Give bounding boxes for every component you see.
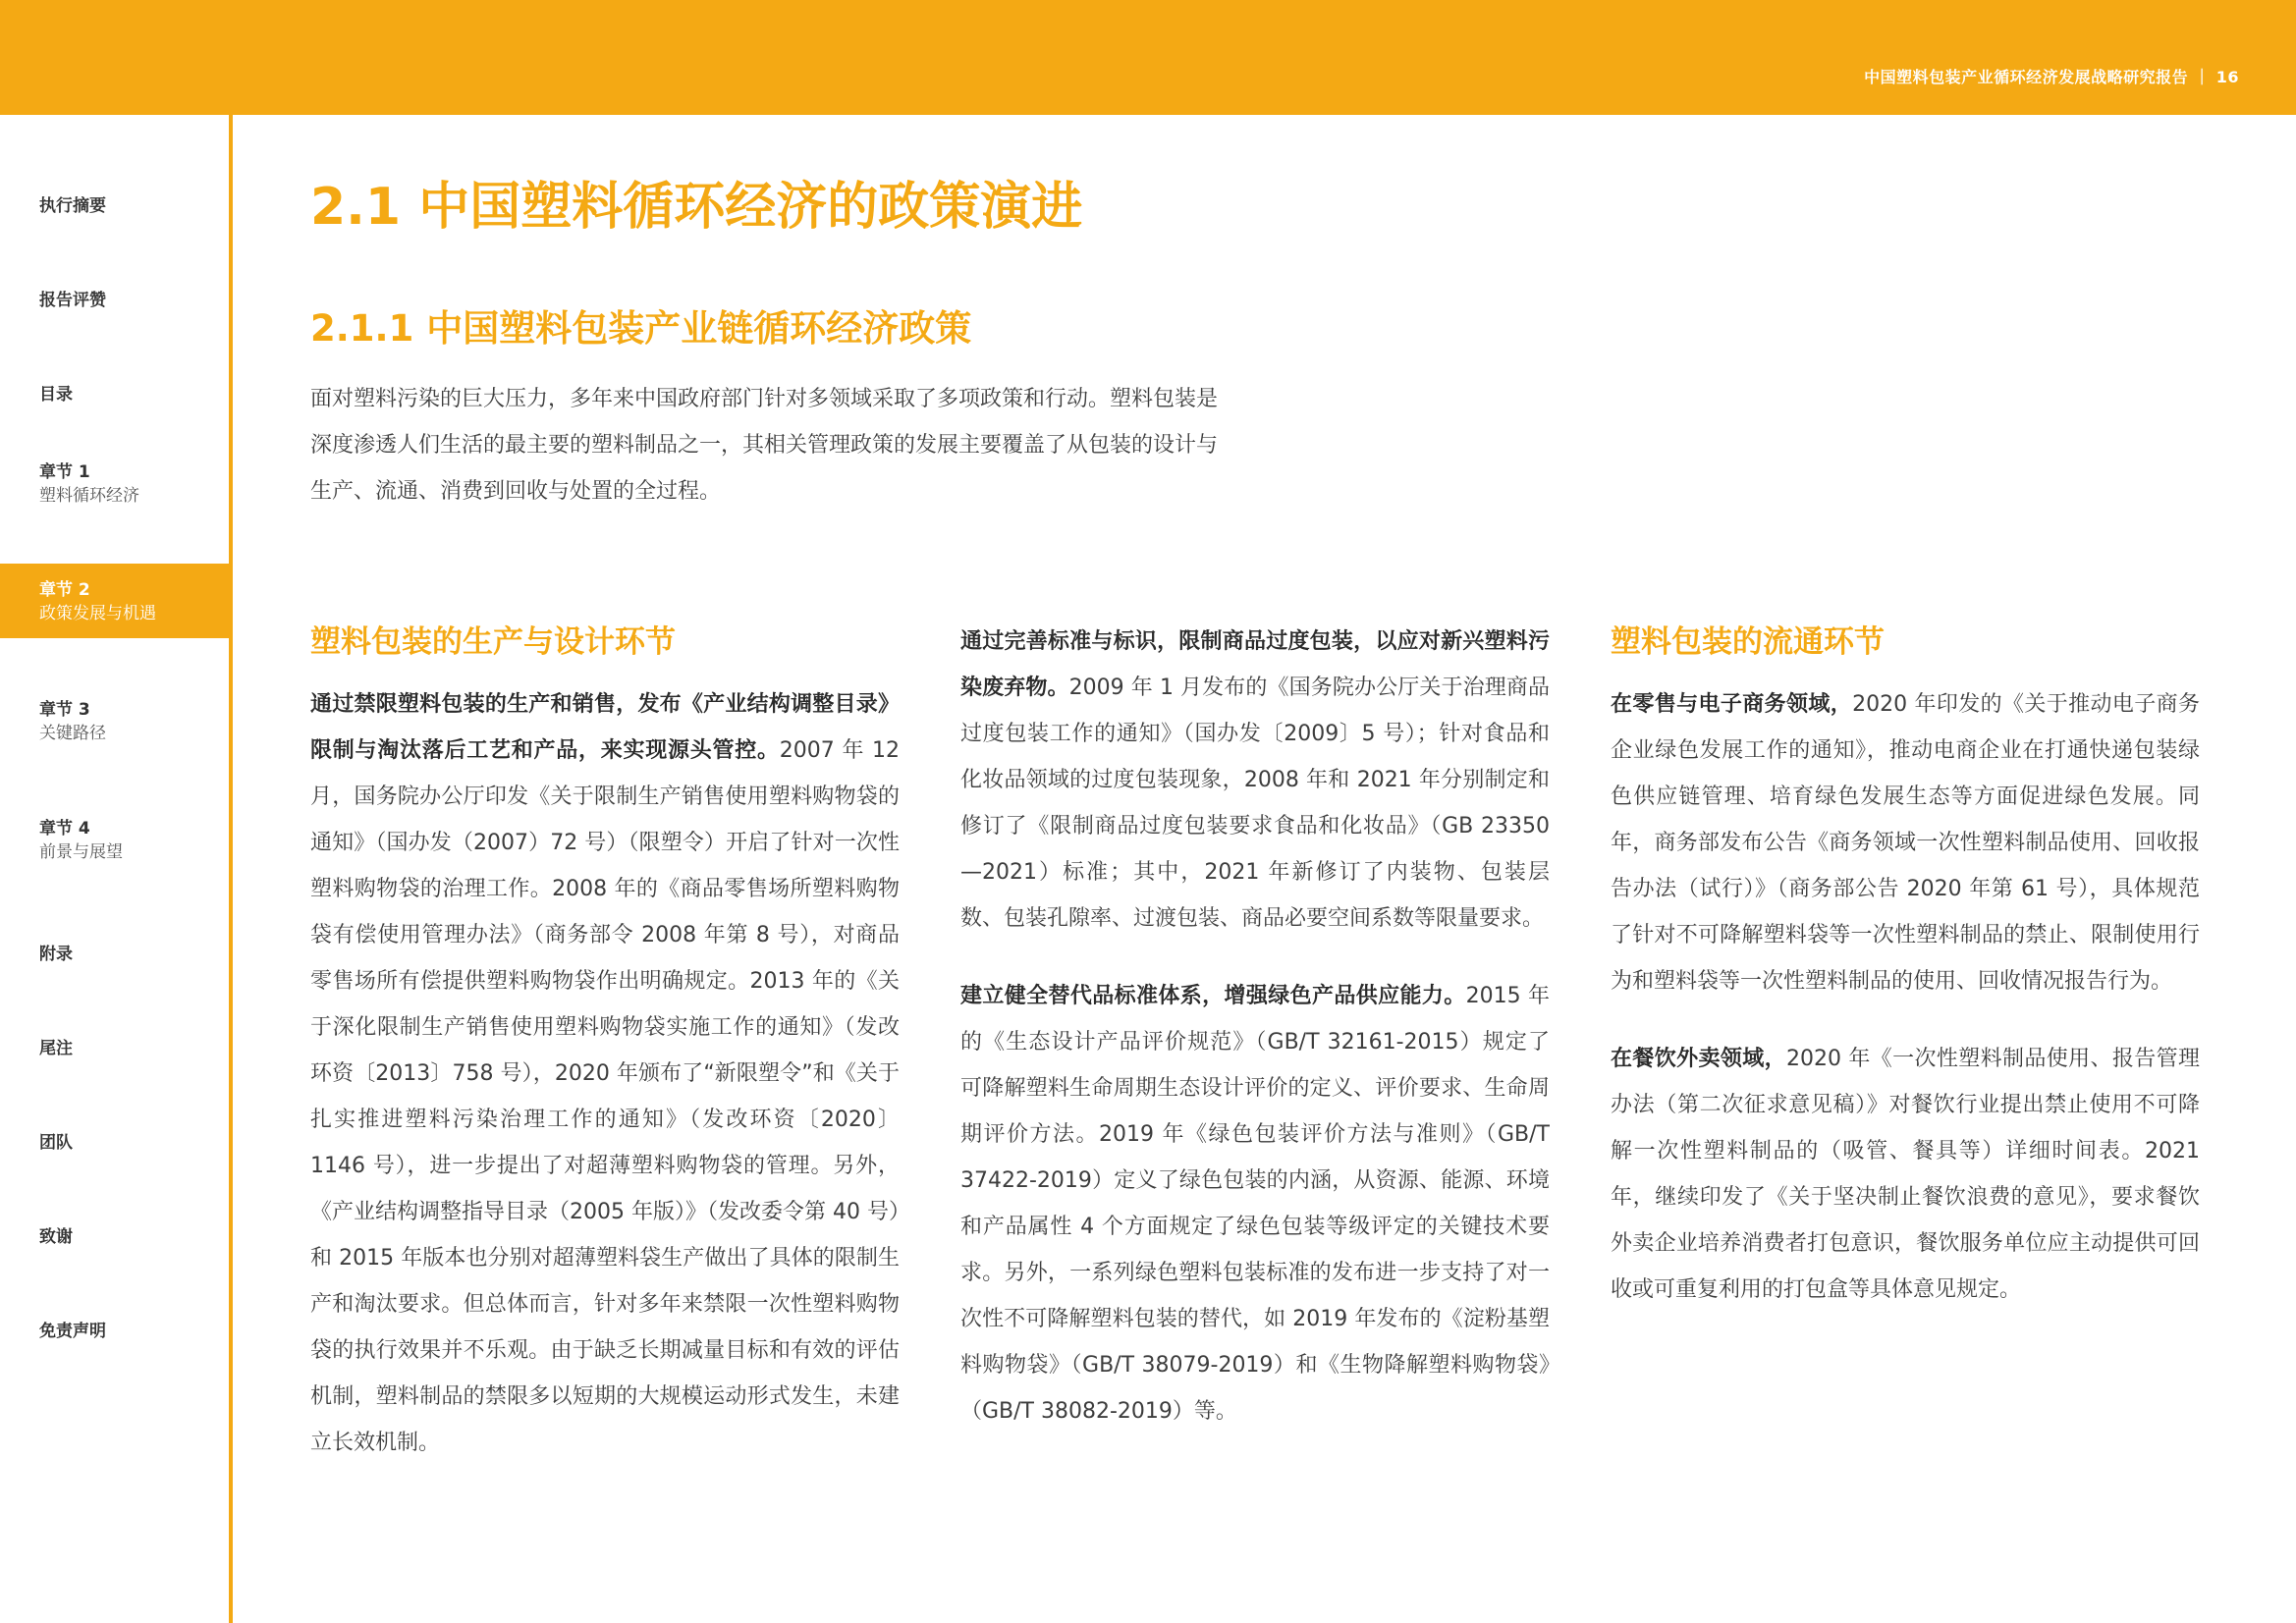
sidebar-item-team[interactable] [0,1109,229,1183]
lead-bold-text: 在餐饮外卖领域， [1611,1047,1787,1071]
sidebar-item-endnotes[interactable] [0,1014,229,1089]
sidebar-item-label: 尾注 [39,1039,73,1058]
sidebar-item-acknowledgements[interactable] [0,1203,229,1277]
body-text: 2020 年印发的《关于推动电子商务企业绿色发展工作的通知》，推动电商企业在打通快递包装绿色供应链管理、培育绿色发展生态等方面促进绿色发展。同年，商务部发布公告《商务领域一次性塑料制品使用、回收报告办法（试行）》（商务部公告 2020 年第 61 号），具体规范了针对不可降解塑料袋等一次性塑料制品的禁止、限制使用行为和塑料袋等一次性塑料制品的使用、回收情况报告行为。 [1611,692,2200,994]
section-heading: 塑料包装的流通环节 [1611,624,1885,660]
column-production-design [310,615,900,1497]
body-text: 2015 年的《生态设计产品评价规范》（GB/T 32161-2015）规定了可降解塑料生命周期生态设计评价的定义、评价要求、生命周期评价方法。2019 年《绿色包装评价方法与准则》（GB/T 37422-2019）定义了绿色包装的内涵，从资源、能源、环境和产品属性 4 个方面规定了绿色包装等级评定的关键技术要求。另外，一系列绿色塑料包装标准的发布进一步支持了对一次性不可降解塑料包装的替代，如 2019 年发布的《淀粉基塑料购物袋》（GB/T 38079-2019）和《生物降解塑料购物袋》（GB/T 38082-2019）等。 [960,984,1550,1424]
sidebar-nav [0,115,229,1623]
lead-bold-text: 建立健全替代品标准体系，增强绿色产品供应能力。 [960,984,1466,1008]
sidebar-item-chapter-2[interactable] [0,564,229,638]
sidebar-item-appendix[interactable] [0,920,229,995]
sidebar-item-label: 目录 [39,385,73,405]
sidebar-item-label: 执行摘要 [39,196,106,216]
body-text: 2007 年 12 月，国务院办公厅印发《关于限制生产销售使用塑料购物袋的通知》（国办发（2007）72 号）（限塑令）开启了针对一次性塑料购物袋的治理工作。2008 年的《商品零售场所塑料购物袋有偿使用管理办法》（商务部令 2008 年第 8 号），对商品零售场所有偿提供塑料购物袋作出明确规定。2013 年的《关于深化限制生产销售使用塑料购物袋实施工作的通知》（发改环资〔2013〕758 号），2020 年颁布了“新限塑令”和《关于扎实推进塑料污染治理工作的通知》（发改环资〔2020〕1146 号），进一步提出了对超薄塑料购物袋的管理。另外，《产业结构调整指导目录（2005 年版）》（发改委令第 40 号）和 2015 年版本也分别对超薄塑料袋生产做出了具体的限制生产和淘汰要求。但总体而言，针对多年来禁限一次性塑料购物袋的执行效果并不乐观。由于缺乏长期减量目标和有效的评估机制，塑料制品的禁限多以短期的大规模运动形式发生，未建立长效机制。 [310,738,900,1455]
body-paragraph [1611,681,2200,1004]
lead-bold-text: 通过完善标准与标识，限制商品过度包装，以应对新兴塑料污染废弃物。 [960,629,1550,700]
sidebar-item-label: 章节 3 [39,700,90,720]
lead-bold-text: 通过禁限塑料包装的生产和销售，发布《产业结构调整目录》限制与淘汰落后工艺和产品，来实现源头管控。 [310,692,900,763]
lead-bold-text: 在零售与电子商务领域， [1611,692,1853,717]
body-paragraph [1611,1036,2200,1313]
sidebar-item-label: 章节 2 [39,580,90,600]
column-standards [960,619,1550,1466]
sidebar-item-chapter-3[interactable] [0,686,229,761]
body-text: 2020 年《一次性塑料制品使用、报告管理办法（第二次征求意见稿）》对餐饮行业提出禁止使用不可降解一次性塑料制品的（吸管、餐具等）详细时间表。2021 年，继续印发了《关于坚决制止餐饮浪费的意见》，要求餐饮外卖企业培养消费者打包意识，餐饮服务单位应主动提供可回收或可重复利用的打包盒等具体意见规定。 [1611,1047,2200,1302]
sidebar-item-label: 附录 [39,945,73,964]
sidebar-item-label: 团队 [39,1133,73,1153]
sidebar-item-contents[interactable] [0,354,229,429]
sidebar-item-disclaimer[interactable] [0,1297,229,1372]
sidebar-item-label: 章节 4 [39,819,90,839]
sidebar-item-executive-summary[interactable] [0,166,229,241]
sidebar-item-sublabel: 塑料循环经济 [39,486,139,506]
column-circulation [1611,615,2200,1344]
sidebar-item-sublabel: 关键路径 [39,724,106,743]
section-subtitle: 2.1.1 中国塑料包装产业链循环经济政策 [310,307,972,350]
section-heading: 塑料包装的生产与设计环节 [310,624,676,660]
sidebar-item-endorsements[interactable] [0,260,229,335]
body-text: 2009 年 1 月发布的《国务院办公厅关于治理商品过度包装工作的通知》（国办发〔2009〕5 号）；针对食品和化妆品领域的过度包装现象，2008 年和 2021 年分别制定和修订了《限制商品过度包装要求食品和化妆品》（GB 23350—2021）标准；其中，2021 年新修订了内装物、包装层数、包装孔隙率、过渡包装、商品必要空间系数等限量要求。 [960,676,1550,931]
sidebar-item-sublabel: 政策发展与机遇 [39,604,156,623]
report-title: 中国塑料包装产业循环经济发展战略研究报告 ｜ 16 [1864,68,2239,86]
sidebar-item-label: 免责声明 [39,1322,106,1341]
body-paragraph [310,681,900,1466]
sidebar-item-label: 致谢 [39,1227,73,1247]
sidebar-item-chapter-1[interactable] [0,449,229,523]
divider-line [229,115,233,1623]
sidebar-item-label: 章节 1 [39,462,90,482]
header-bar [0,0,2296,115]
sidebar-item-label: 报告评赞 [39,291,106,310]
body-paragraph [960,973,1550,1434]
sidebar-item-sublabel: 前景与展望 [39,842,123,862]
sidebar-item-chapter-4[interactable] [0,805,229,880]
body-paragraph [960,619,1550,942]
intro-paragraph: 面对塑料污染的巨大压力，多年来中国政府部门针对多领域采取了多项政策和行动。塑料包装是深度渗透人们生活的最主要的塑料制品之一，其相关管理政策的发展主要覆盖了从包装的设计与生产、流通、消费到回收与处置的全过程。 [310,387,1219,504]
page-title: 2.1 中国塑料循环经济的政策演进 [310,178,1083,237]
